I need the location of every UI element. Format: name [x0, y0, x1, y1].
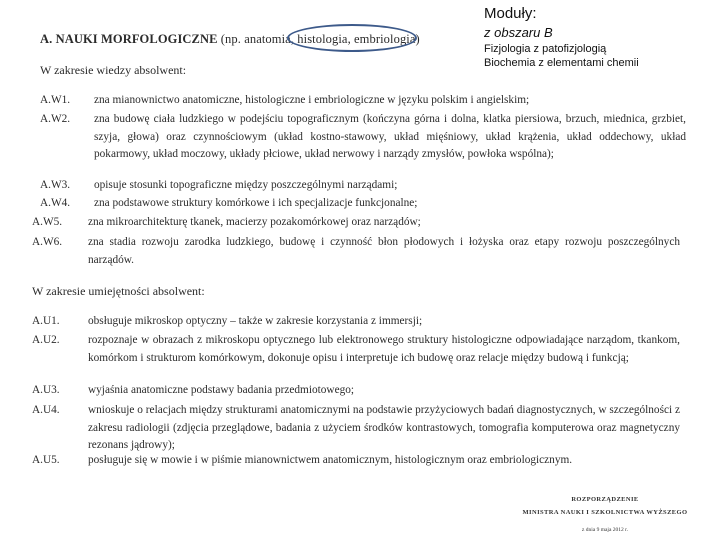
item-code: A.U2.: [32, 334, 60, 346]
item-code: A.W5.: [32, 216, 63, 228]
item-text: zna mikroarchitekturę tkanek, macierzy pozakomórkowej oraz narządów;: [88, 216, 421, 228]
item-text: opisuje stosunki topograficzne między poszczególnymi narządami;: [94, 179, 398, 191]
heading-parenthetical: (np. anatomia, histologia, embriologia): [220, 32, 420, 46]
modules-subtitle: z obszaru B: [484, 25, 553, 40]
item-text: zna podstawowe struktury komórkowe i ich specjalizacje funkcjonalne;: [94, 197, 418, 209]
item-text: wnioskuje o relacjach między strukturami anatomicznymi na podstawie przyżyciowych badań diagnostycznych, w szczególności z zakresu radiologii (zdjęcia przeglądowe, badania z użyciem środków kontrastowych, tomografia komputerowa oraz magnetyczny rezonans jądrowy);: [88, 404, 680, 451]
item-text: zna budowę ciała ludzkiego w podejściu topograficznym (kończyna górna i dolna, klatka piersiowa, brzuch, miednica, grzbiet, szyja, głowa) oraz czynnościowym (układ kostno-stawowy, układ mięśniowy, układ krążenia, układ oddechowy, układ pokarmowy, układ moczowy, układy płciowe, układ nerwowy i narządy zmysłów, powłoka wspólna);: [94, 113, 686, 160]
item-code: A.U4.: [32, 404, 60, 416]
item-text: rozpoznaje w obrazach z mikroskopu optycznego lub elektronowego struktury histologiczne odpowiadające narządom, tkankom, komórkom i strukturom komórkowym, dokonuje opisu i interpretuje ich budowę oraz relacje między budową i funkcją;: [88, 334, 680, 364]
item-code: A.W3.: [40, 179, 71, 191]
regulation-date: z dnia 9 maja 2012 r.: [581, 527, 629, 533]
module-item: Fizjologia z patofizjologią: [484, 43, 607, 55]
item-text: wyjaśnia anatomiczne podstawy badania przedmiotowego;: [88, 384, 355, 396]
item-code: A.U3.: [32, 384, 60, 396]
knowledge-title: W zakresie wiedzy absolwent:: [40, 63, 187, 77]
item-text: posługuje się w mowie i w piśmie mianownictwem anatomicznym, histologicznym oraz embriologicznym.: [88, 454, 573, 466]
modules-title: Moduły:: [484, 5, 537, 22]
item-text: obsługuje mikroskop optyczny – także w zakresie korzystania z immersji;: [88, 315, 423, 327]
heading-bold: A. NAUKI MORFOLOGICZNE: [40, 32, 218, 46]
item-code: A.U5.: [32, 454, 60, 466]
item-code: A.W2.: [40, 113, 71, 125]
skills-title: W zakresie umiejętności absolwent:: [32, 284, 205, 298]
item-code: A.U1.: [32, 315, 60, 327]
item-code: A.W1.: [40, 94, 71, 106]
regulation-title: ROZPORZĄDZENIE: [571, 496, 639, 503]
ministry-name: MINISTRA NAUKI I SZKOLNICTWA WYŻSZEGO: [522, 509, 688, 516]
item-text: zna mianownictwo anatomiczne, histologiczne i embriologiczne w języku polskim i angielskim;: [94, 94, 530, 106]
item-code: A.W6.: [32, 236, 63, 248]
item-text: zna stadia rozwoju zarodka ludzkiego, budowę i czynność błon płodowych i łożyska oraz etapy rozwoju poszczególnych narządów.: [88, 236, 680, 266]
modules-box: [484, 4, 714, 70]
module-item: Biochemia z elementami chemii: [484, 57, 639, 69]
highlight-oval: [287, 24, 417, 52]
item-code: A.W4.: [40, 197, 71, 209]
